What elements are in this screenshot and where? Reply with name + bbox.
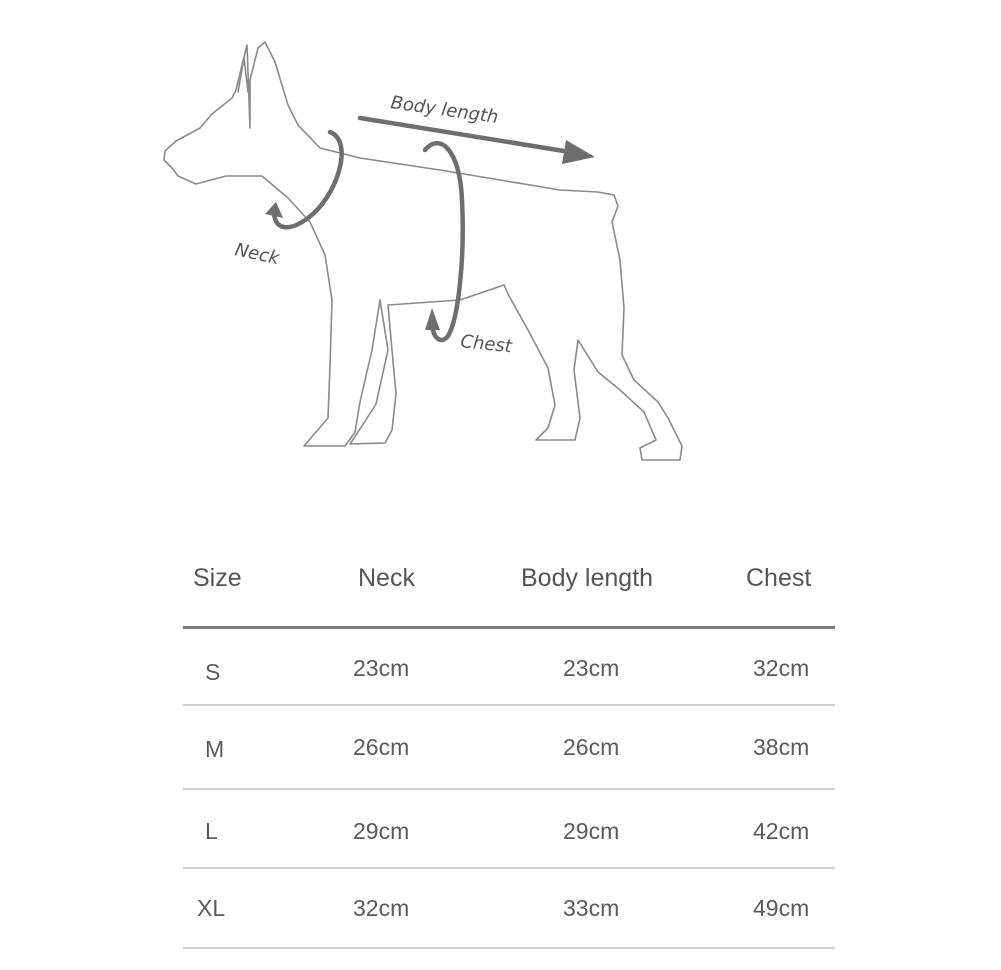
cell-body-length: 26cm: [563, 734, 620, 760]
table-row: [183, 629, 835, 706]
cell-neck: 29cm: [353, 818, 410, 844]
table-row: [183, 790, 835, 869]
body-length-label: Body length: [389, 92, 500, 129]
table-row: [183, 869, 835, 949]
chest-label: Chest: [459, 331, 513, 358]
cell-body-length: 23cm: [563, 655, 620, 681]
cell-body-length: 33cm: [563, 895, 620, 921]
cell-body-length: 29cm: [563, 818, 620, 844]
cell-chest: 32cm: [753, 655, 810, 681]
table-header-row: [183, 548, 835, 629]
header-body-length: Body length: [521, 564, 654, 592]
cell-neck: 32cm: [353, 895, 410, 921]
cell-chest: 49cm: [753, 895, 810, 921]
header-chest: Chest: [746, 564, 812, 592]
cell-neck: 23cm: [353, 655, 410, 681]
header-size: Size: [193, 564, 242, 592]
cell-chest: 38cm: [753, 734, 810, 760]
neck-label: Neck: [232, 239, 282, 270]
cell-size: S: [205, 659, 221, 685]
cell-size: M: [205, 736, 225, 762]
cell-chest: 42cm: [753, 818, 810, 844]
size-chart-table: [183, 548, 835, 949]
cell-size: L: [205, 818, 218, 844]
cell-neck: 26cm: [353, 734, 410, 760]
header-neck: Neck: [358, 564, 415, 592]
table-row: [183, 706, 835, 790]
cell-size: XL: [197, 895, 226, 921]
